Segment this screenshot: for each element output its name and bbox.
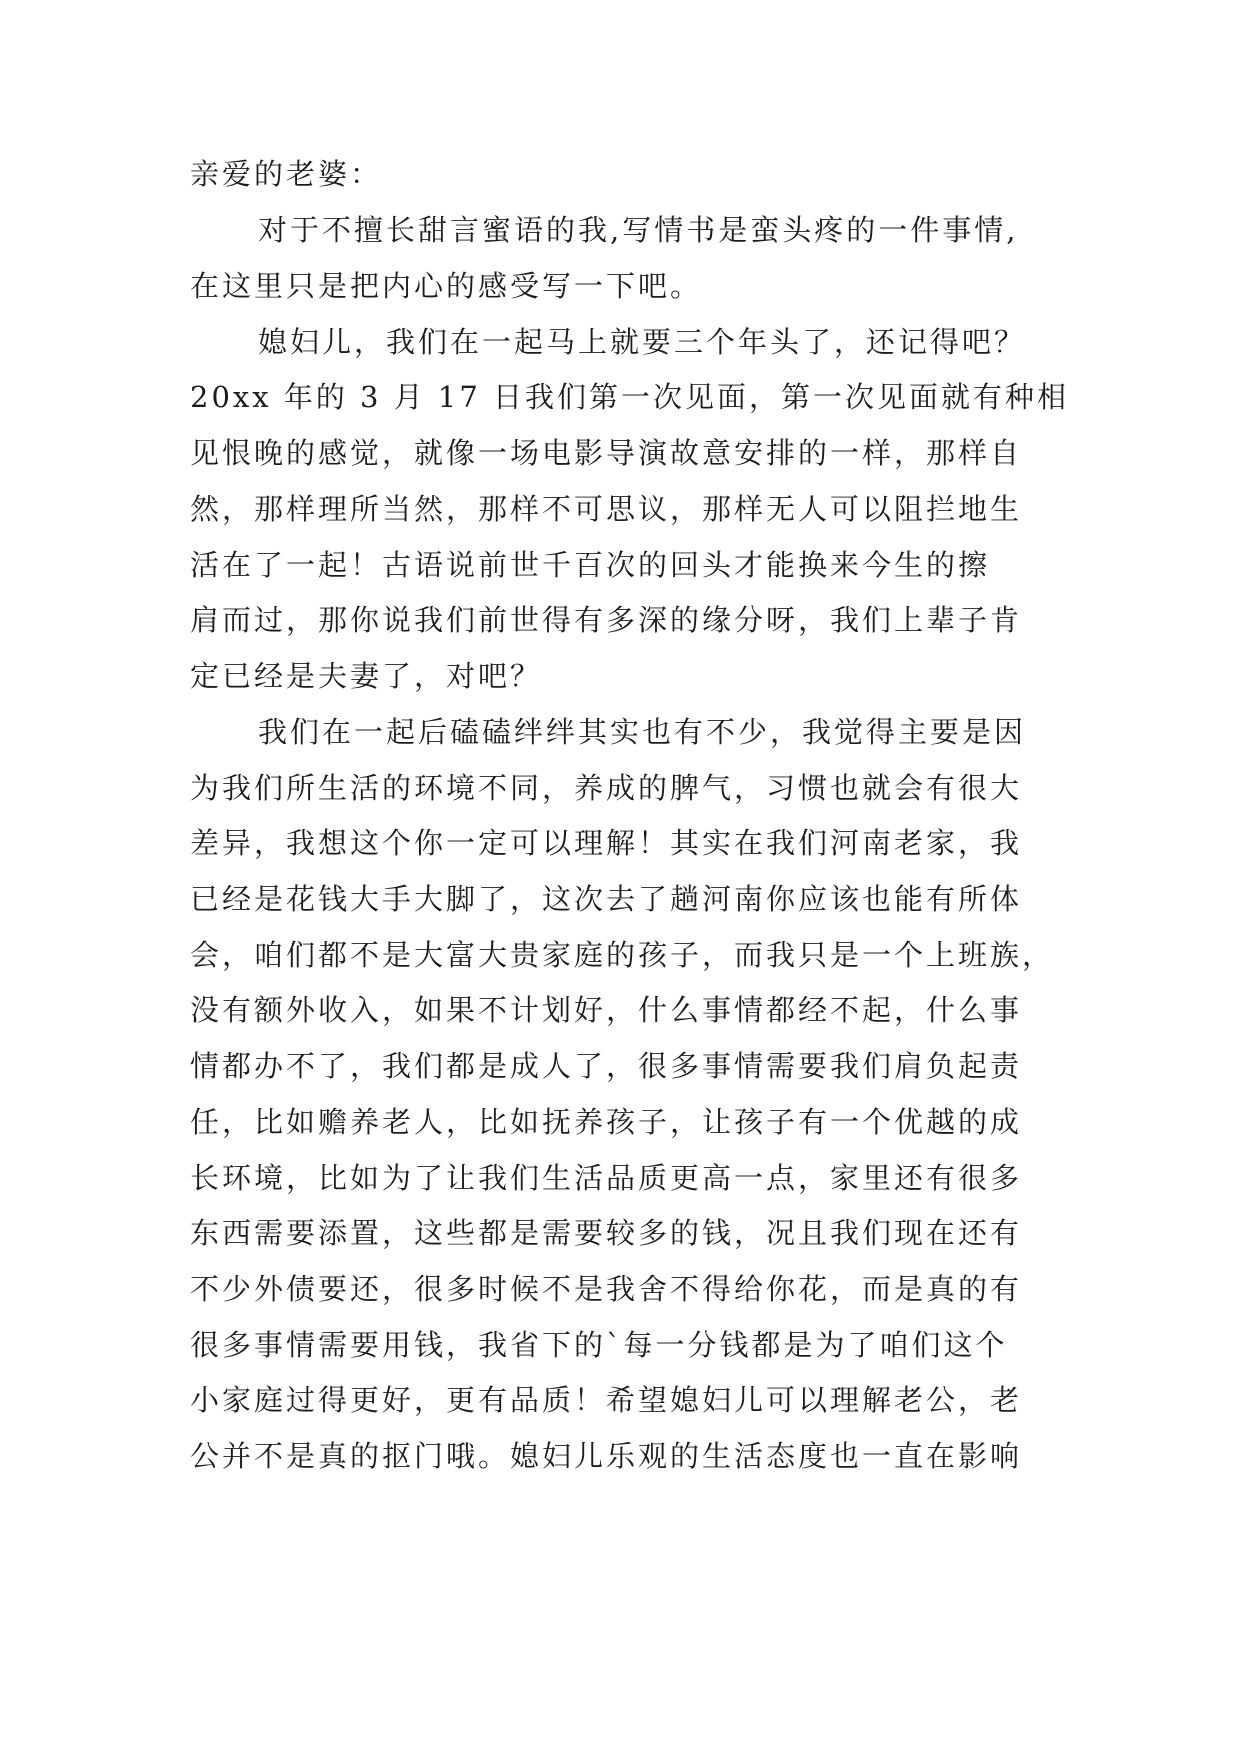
paragraph-3-line-1: 我们在一起后磕磕绊绊其实也有不少，我觉得主要是因 <box>258 715 1027 749</box>
paragraph-2-line-5: 活在了一起！古语说前世千百次的回头才能换来今生的擦 <box>190 548 991 582</box>
paragraph-3-line-12: 很多事情需要用钱，我省下的`每一分钱都是为了咱们这个 <box>190 1328 1008 1362</box>
paragraph-3-line-11: 不少外债要还，很多时候不是我舍不得给你花，而是真的有 <box>190 1272 1023 1306</box>
paragraph-1-line-2: 在这里只是把内心的感受写一下吧。 <box>190 269 703 303</box>
paragraph-3-line-2: 为我们所生活的环境不同，养成的脾气，习惯也就会有很大 <box>190 771 1023 805</box>
salutation: 亲爱的老婆： <box>190 157 383 191</box>
paragraph-2-line-2: 20xx 年的 3 月 17 日我们第一次见面，第一次见面就有种相 <box>190 380 1070 414</box>
paragraph-3-line-6: 没有额外收入，如果不计划好，什么事情都经不起，什么事 <box>190 993 1023 1027</box>
paragraph-3-line-14: 公并不是真的抠门哦。媳妇儿乐观的生活态度也一直在影响 <box>190 1439 1023 1473</box>
paragraph-3-line-3: 差异，我想这个你一定可以理解！其实在我们河南老家，我 <box>190 826 1023 860</box>
paragraph-3-line-10: 东西需要添置，这些都是需要较多的钱，况且我们现在还有 <box>190 1216 1023 1250</box>
paragraph-2-line-7: 定已经是夫妻了，对吧？ <box>190 659 543 693</box>
paragraph-3-line-8: 任，比如赡养老人，比如抚养孩子，让孩子有一个优越的成 <box>190 1105 1023 1139</box>
paragraph-2-line-1: 媳妇儿，我们在一起马上就要三个年头了，还记得吧？ <box>258 325 1027 359</box>
paragraph-3-line-4: 已经是花钱大手大脚了，这次去了趟河南你应该也能有所体 <box>190 882 1023 916</box>
paragraph-2-line-4: 然，那样理所当然，那样不可思议，那样无人可以阻拦地生 <box>190 492 1023 526</box>
paragraph-3-line-7: 情都办不了，我们都是成人了，很多事情需要我们肩负起责 <box>190 1049 1023 1083</box>
paragraph-3-line-13: 小家庭过得更好，更有品质！希望媳妇儿可以理解老公，老 <box>190 1383 1023 1417</box>
paragraph-3-line-9: 长环境，比如为了让我们生活品质更高一点，家里还有很多 <box>190 1161 1023 1195</box>
paragraph-3-line-5: 会，咱们都不是大富大贵家庭的孩子，而我只是一个上班族， <box>190 938 1055 972</box>
paragraph-2-line-3: 见恨晚的感觉，就像一场电影导演故意安排的一样，那样自 <box>190 436 1023 470</box>
paragraph-1-line-1: 对于不擅长甜言蜜语的我,写情书是蛮头疼的一件事情, <box>258 213 1019 247</box>
paragraph-2-line-6: 肩而过，那你说我们前世得有多深的缘分呀，我们上辈子肯 <box>190 603 1023 637</box>
